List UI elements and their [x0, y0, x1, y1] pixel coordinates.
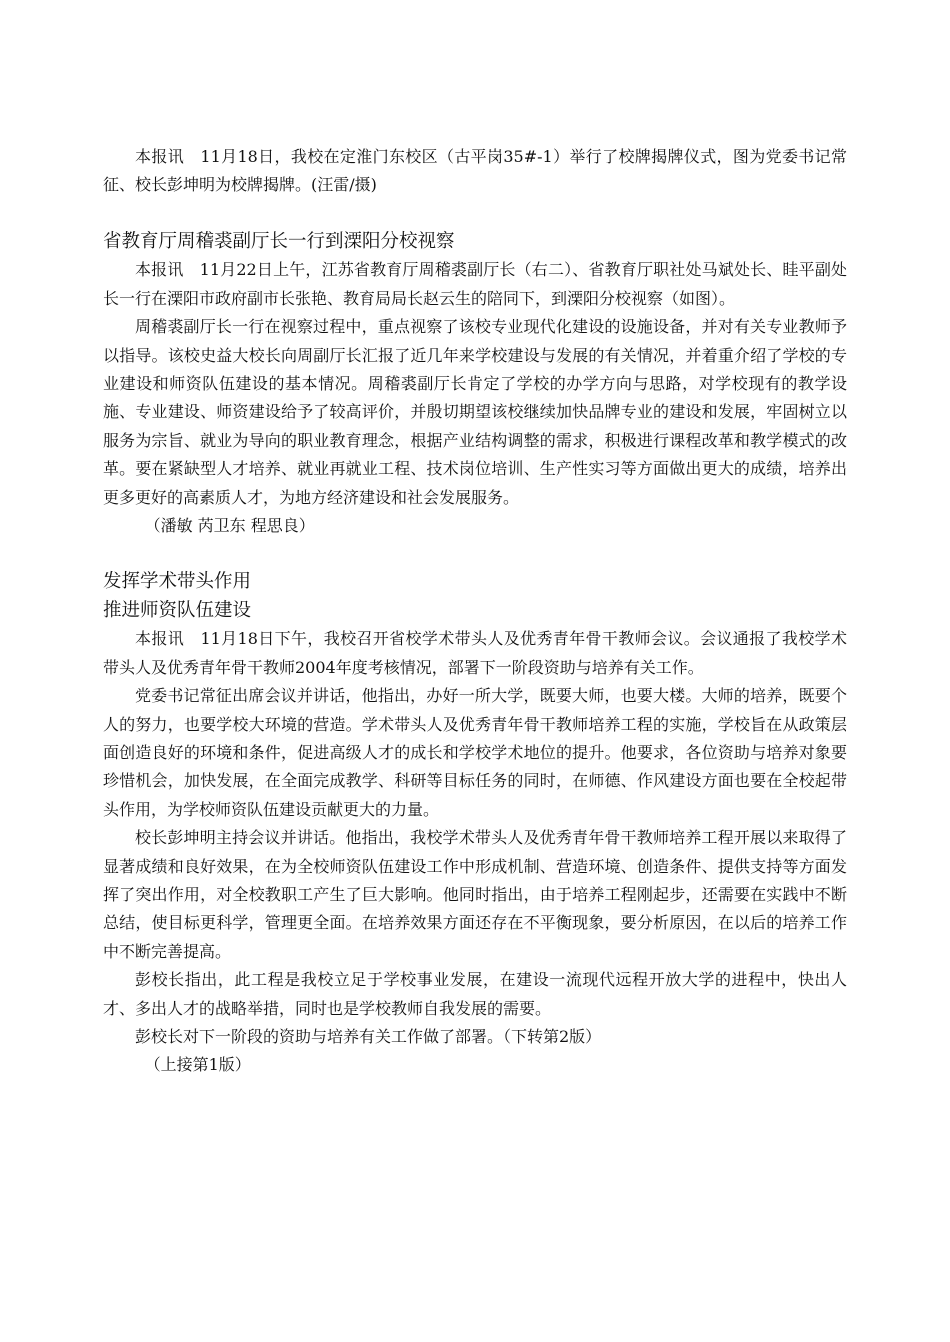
article2-paragraph: 本报讯 11月18日下午，我校召开省校学术带头人及优秀青年骨干教师会议。会议通报了我校学术带头人及优秀青年骨干教师2004年度考核情况，部署下一阶段资助与培养有关工作。 [103, 629, 847, 677]
article2-paragraph: 彭校长对下一阶段的资助与培养有关工作做了部署。（下转第2版） [135, 1027, 602, 1047]
article2-paragraph: 彭校长指出，此工程是我校立足于学校事业发展，在建设一流现代远程开放大学的进程中，快出人才、多出人才的战略举措，同时也是学校教师自我发展的需要。 [103, 970, 847, 1018]
article2-title-line1: 发挥学术带头作用 [103, 571, 252, 593]
article1-title: 省教育厅周稽裘副厅长一行到溧阳分校视察 [103, 230, 455, 252]
article2-paragraph: 党委书记常征出席会议并讲话，他指出，办好一所大学，既要大师，也要大楼。大师的培养，既要个人的努力，也要学校大环境的营造。学术带头人及优秀青年骨干教师培养工程的实施，学校旨在从政策层面创造良好的环境和条件，促进高级人才的成长和学校学术地位的提升。他要求，各位资助与培养对象要珍惜机会，加快发展，在全面完成教学、科研等目标任务的同时，在师德、作风建设方面也要在全校起带头作用，为学校师资队伍建设贡献更大的力量。 [103, 686, 847, 819]
section-gap [103, 200, 847, 228]
article2-title-line2: 推进师资队伍建设 [103, 599, 252, 621]
article2-paragraph: 校长彭坤明主持会议并讲话。他指出，我校学术带头人及优秀青年骨干教师培养工程开展以来取得了显著成绩和良好效果，在为全校师资队伍建设工作中形成机制、营造环境、创造条件、提供支持等方面发挥了突出作用，对全校教职工产生了巨大影响。他同时指出，由于培养工程刚起步，还需要在实践中不断总结，使目标更科学，管理更全面。在培养效果方面还存在不平衡现象，要分析原因，在以后的培养工作中不断完善提高。 [103, 828, 847, 961]
section-gap [103, 540, 847, 568]
article1-paragraph: 本报讯 11月22日上午，江苏省教育厅周稽裘副厅长（右二）、省教育厅职社处马斌处长、眭平副处长一行在溧阳市政府副市长张艳、教育局局长赵云生的陪同下，到溧阳分校视察（如图）。 [103, 260, 847, 308]
document-page [103, 143, 847, 1080]
continued-note: （上接第1版） [144, 1055, 251, 1075]
article1-paragraph: 周稽裘副厅长一行在视察过程中，重点视察了该校专业现代化建设的设施设备，并对有关专业教师予以指导。该校史益大校长向周副厅长汇报了近几年来学校建设与发展的有关情况，并着重介绍了学校的专业建设和师资队伍建设的基本情况。周稽裘副厅长肯定了学校的办学方向与思路，对学校现有的教学设施、专业建设、师资建设给予了较高评价，并殷切期望该校继续加快品牌专业的建设和发展，牢固树立以服务为宗旨、就业为导向的职业教育理念，根据产业结构调整的需求，积极进行课程改革和教学模式的改革。要在紧缺型人才培养、就业再就业工程、技术岗位培训、生产性实习等方面做出更大的成绩，培养出更多更好的高素质人才，为地方经济建设和社会发展服务。 [103, 317, 847, 507]
photo-caption: 本报讯 11月18日，我校在定淮门东校区（古平岗35#-1）举行了校牌揭牌仪式，图为党委书记常征、校长彭坤明为校牌揭牌。(汪雷/摄) [103, 147, 847, 195]
article1-byline: （潘敏 芮卫东 程思良） [144, 515, 315, 535]
